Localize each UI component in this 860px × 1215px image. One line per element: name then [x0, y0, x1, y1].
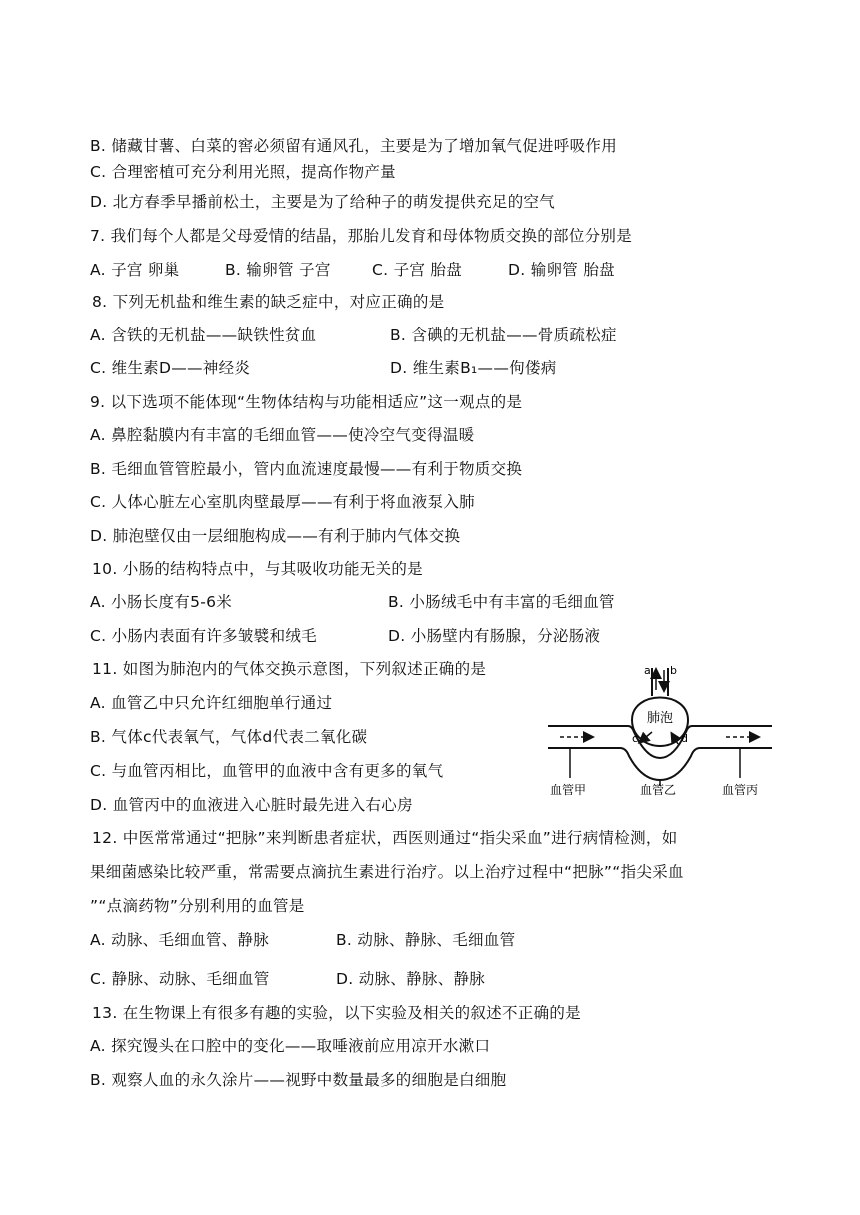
q9-option-d: D. 肺泡壁仅由一层细胞构成——有利于肺内气体交换: [90, 527, 461, 545]
q7-stem: 7. 我们每个人都是父母爱情的结晶，那胎儿发育和母体物质交换的部位分别是: [90, 227, 633, 245]
q12-option-d: D. 动脉、静脉、静脉: [336, 970, 486, 988]
vessel-upper-wall: [548, 726, 772, 758]
q11-option-a: A. 血管乙中只允许红细胞单行通过: [90, 694, 333, 712]
q11-option-c: C. 与血管丙相比，血管甲的血液中含有更多的氧气: [90, 762, 444, 780]
q10-option-c: C. 小肠内表面有许多皱襞和绒毛: [90, 627, 317, 645]
q12-option-b: B. 动脉、静脉、毛细血管: [336, 931, 516, 949]
q9-stem: 9. 以下选项不能体现“生物体结构与功能相适应”这一观点的是: [90, 393, 523, 411]
label-vessel-yi: 血管乙: [640, 783, 677, 797]
vessel-lower-wall: [548, 748, 772, 780]
q8-option-b: B. 含碘的无机盐——骨质疏松症: [390, 326, 617, 344]
alveolus-gas-exchange-figure: [540, 660, 780, 800]
q7-option-c: C. 子宫 胎盘: [372, 261, 463, 279]
q6-option-d: D. 北方春季早播前松土，主要是为了给种子的萌发提供充足的空气: [90, 193, 556, 211]
label-vessel-jia: 血管甲: [550, 783, 587, 797]
q10-stem: 10. 小肠的结构特点中，与其吸收功能无关的是: [92, 560, 423, 578]
label-a: a: [644, 664, 651, 677]
q6-option-b: B. 储藏甘薯、白菜的窖必须留有通风孔，主要是为了增加氧气促进呼吸作用: [90, 137, 617, 155]
label-d: d: [681, 732, 688, 745]
q11-option-b: B. 气体c代表氧气，气体d代表二氧化碳: [90, 728, 368, 746]
q12-option-a: A. 动脉、毛细血管、静脉: [90, 931, 270, 949]
q13-stem: 13. 在生物课上有很多有趣的实验，以下实验及相关的叙述不正确的是: [92, 1004, 581, 1022]
q8-stem: 8. 下列无机盐和维生素的缺乏症中，对应正确的是: [92, 293, 445, 311]
arrow-c-icon: [640, 732, 652, 742]
q7-option-a: A. 子宫 卵巢: [90, 261, 180, 279]
q11-stem: 11. 如图为肺泡内的气体交换示意图，下列叙述正确的是: [92, 660, 487, 678]
label-vessel-bing: 血管丙: [722, 783, 759, 797]
q9-option-a: A. 鼻腔黏膜内有丰富的毛细血管——使冷空气变得温暖: [90, 426, 475, 444]
q9-option-c: C. 人体心脏左心室肌肉壁最厚——有利于将血液泵入肺: [90, 493, 475, 511]
q13-option-b: B. 观察人血的永久涂片——视野中数量最多的细胞是白细胞: [90, 1071, 507, 1089]
q8-option-d: D. 维生素B₁——佝偻病: [390, 359, 557, 377]
q12-option-c: C. 静脉、动脉、毛细血管: [90, 970, 270, 988]
q8-option-a: A. 含铁的无机盐——缺铁性贫血: [90, 326, 317, 344]
q7-option-d: D. 输卵管 胎盘: [508, 261, 615, 279]
q7-option-b: B. 输卵管 子宫: [225, 261, 331, 279]
alveolus-diagram: [540, 660, 780, 800]
q12-stem-line1: 12. 中医常常通过“把脉”来判断患者症状，西医则通过“指尖采血”进行病情检测，如: [92, 829, 678, 847]
label-c: c: [632, 732, 639, 745]
q12-stem-line2: 果细菌感染比较严重，常需要点滴抗生素进行治疗。以上治疗过程中“把脉”“指尖采血: [90, 863, 684, 881]
q9-option-b: B. 毛细血管管腔最小，管内血流速度最慢——有利于物质交换: [90, 460, 523, 478]
q13-option-a: A. 探究馒头在口腔中的变化——取唾液前应用凉开水漱口: [90, 1037, 491, 1055]
q6-option-c: C. 合理密植可充分利用光照，提高作物产量: [90, 163, 396, 181]
q10-option-b: B. 小肠绒毛中有丰富的毛细血管: [388, 593, 615, 611]
q8-option-c: C. 维生素D——神经炎: [90, 359, 251, 377]
q10-option-a: A. 小肠长度有5-6米: [90, 593, 233, 611]
q10-option-d: D. 小肠壁内有肠腺，分泌肠液: [388, 627, 601, 645]
q11-option-d: D. 血管丙中的血液进入心脏时最先进入右心房: [90, 796, 413, 814]
label-alveolus: 肺泡: [646, 711, 674, 726]
q12-stem-line3: ”“点滴药物”分别利用的血管是: [90, 897, 305, 915]
label-b: b: [670, 664, 677, 677]
